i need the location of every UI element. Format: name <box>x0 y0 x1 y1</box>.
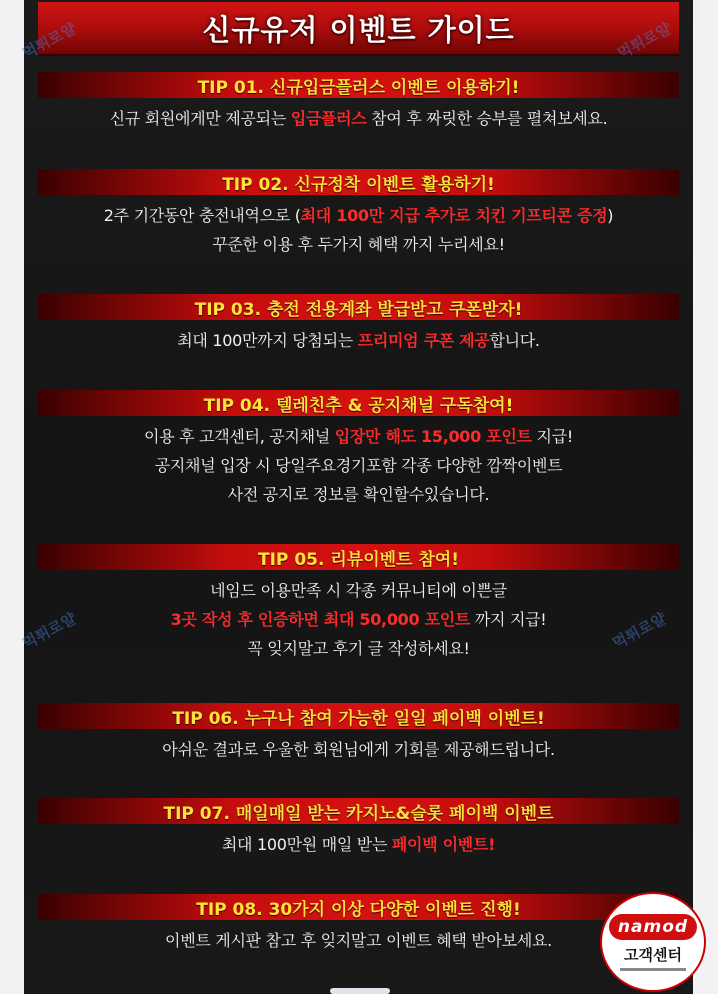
tip-line: 네임드 이용만족 시 각종 커뮤니티에 이쁜글 <box>210 581 507 600</box>
tip-body <box>38 926 679 955</box>
watermark-logo: 먹튀로얄 <box>614 19 675 63</box>
tip-body <box>38 830 679 859</box>
tip-line: 2주 기간동안 충전내역으로 (최대 100만 지급 추가로 치킨 기프티콘 증정) <box>103 206 614 225</box>
tip-title-bar <box>38 894 679 920</box>
tip-title: TIP 07. 매일매일 받는 카지노&슬롯 페이백 이벤트 <box>163 803 554 824</box>
tip-title: TIP 02. 신규정착 이벤트 활용하기! <box>222 174 495 195</box>
watermark-logo: 먹튀로얄 <box>19 609 80 653</box>
tip-08 <box>38 894 679 955</box>
tip-06 <box>38 703 679 764</box>
customer-center-badge[interactable] <box>602 894 704 990</box>
tip-line: 꼭 잊지말고 후기 글 작성하세요! <box>247 639 470 658</box>
tip-title: TIP 03. 충전 전용계좌 발급받고 쿠폰받자! <box>194 299 523 320</box>
tip-02 <box>38 169 679 259</box>
event-guide-banner <box>38 2 679 54</box>
tip-line: 신규 회원에게만 제공되는 입금플러스 참여 후 짜릿한 승부를 펼쳐보세요. <box>109 109 608 128</box>
tip-body <box>38 201 679 259</box>
tip-line: 최대 100만까지 당첨되는 프리미엄 쿠폰 제공합니다. <box>177 331 540 350</box>
namod-logo: namod <box>609 914 697 940</box>
tip-title-bar <box>38 169 679 195</box>
tip-line: 이벤트 게시판 참고 후 잊지말고 이벤트 혜택 받아보세요. <box>165 931 552 950</box>
tip-body <box>38 104 679 133</box>
scroll-indicator <box>330 988 390 994</box>
tip-title-bar <box>38 703 679 729</box>
tip-body <box>38 326 679 355</box>
tip-line: 아쉬운 결과로 우울한 회원님에게 기회를 제공해드립니다. <box>162 740 555 759</box>
tip-03 <box>38 294 679 355</box>
tip-body <box>38 422 679 509</box>
tip-body <box>38 735 679 764</box>
tip-title: TIP 06. 누구나 참여 가능한 일일 페이백 이벤트! <box>172 708 545 729</box>
event-guide-panel <box>24 0 693 994</box>
tip-title: TIP 05. 리뷰이벤트 참여! <box>258 549 459 570</box>
tip-04 <box>38 390 679 509</box>
tip-title-bar <box>38 72 679 98</box>
tip-07 <box>38 798 679 859</box>
tip-05 <box>38 544 679 663</box>
logo-divider <box>620 968 686 971</box>
tip-line: 이용 후 고객센터, 공지채널 입장만 해도 15,000 포인트 지급! <box>144 427 573 446</box>
tip-title-bar <box>38 544 679 570</box>
tip-title: TIP 01. 신규입금플러스 이벤트 이용하기! <box>197 77 520 98</box>
tip-title: TIP 08. 30가지 이상 다양한 이벤트 진행! <box>196 899 521 920</box>
tip-line: 3곳 작성 후 인증하면 최대 50,000 포인트 까지 지급! <box>170 610 547 629</box>
tip-title: TIP 04. 텔레친추 & 공지채널 구독참여! <box>203 395 514 416</box>
tip-title-bar <box>38 390 679 416</box>
tip-line: 최대 100만원 매일 받는 페이백 이벤트! <box>221 835 496 854</box>
tip-line: 꾸준한 이용 후 두가지 혜택 까지 누리세요! <box>212 235 505 254</box>
customer-center-label: 고객센터 <box>624 945 682 964</box>
tip-01 <box>38 72 679 133</box>
watermark-logo: 먹튀로얄 <box>609 609 670 653</box>
page-title: 신규유저 이벤트 가이드 <box>202 12 515 47</box>
watermark-logo: 먹튀로얄 <box>19 19 80 63</box>
tip-line: 사전 공지로 정보를 확인할수있습니다. <box>227 485 490 504</box>
tip-title-bar <box>38 798 679 824</box>
tip-title-bar <box>38 294 679 320</box>
tip-line: 공지채널 입장 시 당일주요경기포함 각종 다양한 깜짝이벤트 <box>154 456 563 475</box>
tip-body <box>38 576 679 663</box>
